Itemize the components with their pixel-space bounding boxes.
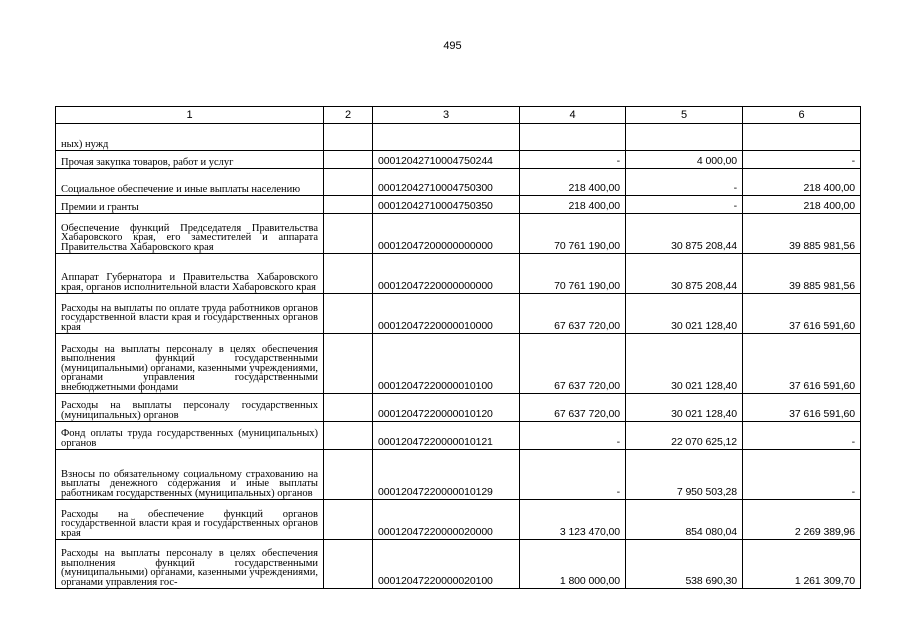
row-value-col4: 218 400,00 xyxy=(520,196,626,214)
table-row xyxy=(56,214,861,254)
row-code-cell: 00012047220000010121 xyxy=(373,422,520,450)
row-value-col4 xyxy=(520,124,626,151)
row-value-col6: 37 616 591,60 xyxy=(743,294,861,334)
table-row xyxy=(56,394,861,422)
row-code-cell: 00012042710004750300 xyxy=(373,169,520,196)
page-number: 495 xyxy=(443,40,462,52)
row-name-cell: Расходы на обеспечение функций органов государственной власти края и государственных органов края xyxy=(56,500,324,540)
table-row xyxy=(56,540,861,589)
row-value-col6: 37 616 591,60 xyxy=(743,334,861,394)
table-body xyxy=(56,124,861,589)
row-name-cell: Социальное обеспечение и иные выплаты населению xyxy=(56,169,324,196)
row-code-cell xyxy=(373,124,520,151)
row-name-cell: Расходы на выплаты персоналу в целях обеспечения выполнения функций государственными (муниципальными) органами, казенными учреждениями, органами управления государственными внебюджетными фондами xyxy=(56,334,324,394)
row-value-col6 xyxy=(743,124,861,151)
row-code-cell: 00012047220000010120 xyxy=(373,394,520,422)
row-value-col4: 67 637 720,00 xyxy=(520,294,626,334)
row-col2-cell xyxy=(324,450,373,500)
row-col2-cell xyxy=(324,422,373,450)
row-value-col4: - xyxy=(520,422,626,450)
row-name-cell: Премии и гранты xyxy=(56,196,324,214)
row-value-col6: - xyxy=(743,151,861,169)
row-value-col5 xyxy=(626,124,743,151)
row-code-cell: 00012042710004750244 xyxy=(373,151,520,169)
row-value-col5: 30 875 208,44 xyxy=(626,214,743,254)
row-value-col4: - xyxy=(520,450,626,500)
table-row xyxy=(56,500,861,540)
row-col2-cell xyxy=(324,124,373,151)
table-row xyxy=(56,294,861,334)
row-value-col5: 4 000,00 xyxy=(626,151,743,169)
column-header: 2 xyxy=(324,107,373,124)
row-value-col4: 67 637 720,00 xyxy=(520,394,626,422)
row-value-col6: 2 269 389,96 xyxy=(743,500,861,540)
row-col2-cell xyxy=(324,334,373,394)
row-value-col6: - xyxy=(743,422,861,450)
table-row xyxy=(56,151,861,169)
row-col2-cell xyxy=(324,196,373,214)
row-name-cell: Обеспечение функций Председателя Правительства Хабаровского края, его заместителей и аппарата Правительства Хабаровского края xyxy=(56,214,324,254)
row-name-cell: Прочая закупка товаров, работ и услуг xyxy=(56,151,324,169)
row-value-col4: 70 761 190,00 xyxy=(520,214,626,254)
row-value-col6: 39 885 981,56 xyxy=(743,254,861,294)
budget-table xyxy=(55,106,861,589)
row-col2-cell xyxy=(324,169,373,196)
row-code-cell: 00012047220000020100 xyxy=(373,540,520,589)
row-value-col6: 39 885 981,56 xyxy=(743,214,861,254)
row-code-cell: 00012047220000020000 xyxy=(373,500,520,540)
row-name-cell: Расходы на выплаты персоналу в целях обеспечения выполнения функций государственными (муниципальными) органами, казенными учреждениями, органами управления гос- xyxy=(56,540,324,589)
table-row xyxy=(56,450,861,500)
row-value-col5: 30 021 128,40 xyxy=(626,394,743,422)
table-row xyxy=(56,169,861,196)
row-value-col6: 1 261 309,70 xyxy=(743,540,861,589)
row-value-col6: - xyxy=(743,450,861,500)
row-value-col5: 7 950 503,28 xyxy=(626,450,743,500)
row-code-cell: 00012047220000010129 xyxy=(373,450,520,500)
row-value-col6: 218 400,00 xyxy=(743,169,861,196)
row-value-col6: 37 616 591,60 xyxy=(743,394,861,422)
row-code-cell: 00012047220000010000 xyxy=(373,294,520,334)
row-name-cell: Расходы на выплаты по оплате труда работников органов государственной власти края и государственных органов края xyxy=(56,294,324,334)
row-col2-cell xyxy=(324,294,373,334)
row-value-col5: 30 021 128,40 xyxy=(626,294,743,334)
row-name-cell: Фонд оплаты труда государственных (муниципальных) органов xyxy=(56,422,324,450)
row-value-col5: - xyxy=(626,196,743,214)
column-header: 3 xyxy=(373,107,520,124)
row-value-col5: 854 080,04 xyxy=(626,500,743,540)
table-row xyxy=(56,254,861,294)
row-name-cell: Расходы на выплаты персоналу государственных (муниципальных) органов xyxy=(56,394,324,422)
row-value-col4: 1 800 000,00 xyxy=(520,540,626,589)
row-value-col5: 538 690,30 xyxy=(626,540,743,589)
row-value-col4: 67 637 720,00 xyxy=(520,334,626,394)
row-name-cell: Взносы по обязательному социальному страхованию на выплаты денежного содержания и иные выплаты работникам государственных (муниципальных) органов xyxy=(56,450,324,500)
row-code-cell: 00012047200000000000 xyxy=(373,214,520,254)
row-value-col5: 30 875 208,44 xyxy=(626,254,743,294)
row-col2-cell xyxy=(324,394,373,422)
table-row xyxy=(56,196,861,214)
row-name-cell: Аппарат Губернатора и Правительства Хабаровского края, органов исполнительной власти Хабаровского края xyxy=(56,254,324,294)
row-value-col4: 70 761 190,00 xyxy=(520,254,626,294)
row-col2-cell xyxy=(324,540,373,589)
column-header: 4 xyxy=(520,107,626,124)
row-code-cell: 00012047220000010100 xyxy=(373,334,520,394)
row-code-cell: 00012047220000000000 xyxy=(373,254,520,294)
row-value-col6: 218 400,00 xyxy=(743,196,861,214)
table-row xyxy=(56,422,861,450)
row-value-col5: 22 070 625,12 xyxy=(626,422,743,450)
column-header: 6 xyxy=(743,107,861,124)
column-header: 5 xyxy=(626,107,743,124)
row-value-col4: - xyxy=(520,151,626,169)
row-value-col4: 218 400,00 xyxy=(520,169,626,196)
row-code-cell: 00012042710004750350 xyxy=(373,196,520,214)
table-row xyxy=(56,334,861,394)
table-row xyxy=(56,124,861,151)
row-col2-cell xyxy=(324,254,373,294)
row-value-col5: - xyxy=(626,169,743,196)
row-col2-cell xyxy=(324,500,373,540)
table-header-row xyxy=(56,107,861,124)
row-name-cell: ных) нужд xyxy=(56,124,324,151)
column-header: 1 xyxy=(56,107,324,124)
row-col2-cell xyxy=(324,214,373,254)
row-col2-cell xyxy=(324,151,373,169)
row-value-col4: 3 123 470,00 xyxy=(520,500,626,540)
row-value-col5: 30 021 128,40 xyxy=(626,334,743,394)
